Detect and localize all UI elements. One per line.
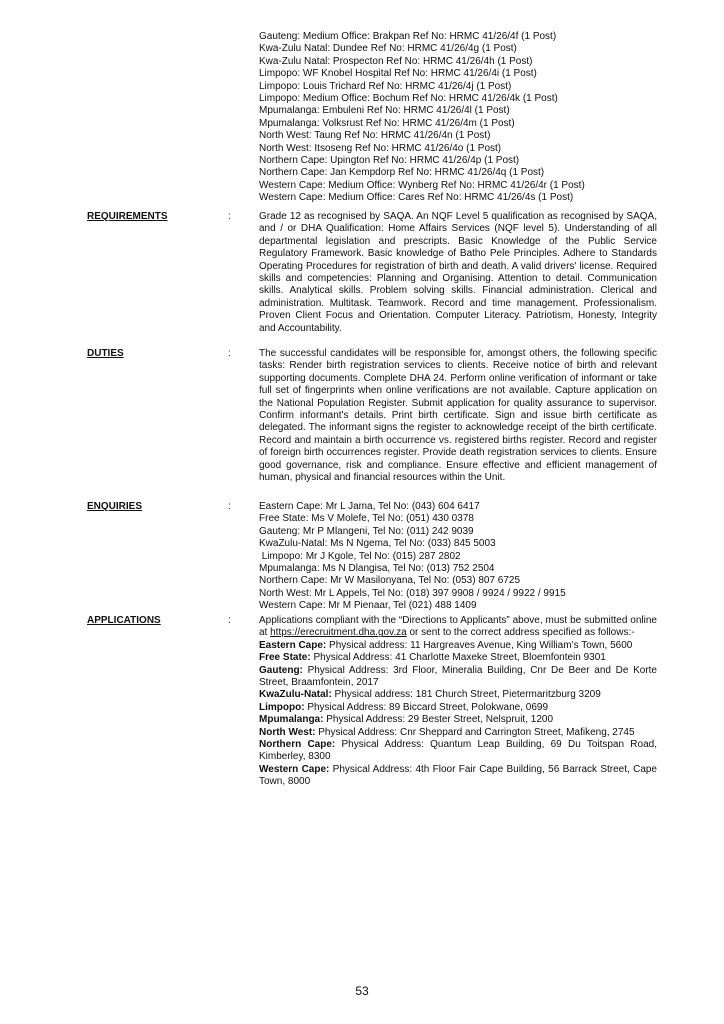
province-name: Northern Cape: xyxy=(259,739,336,751)
province-name: Mpumalanga: xyxy=(259,714,324,726)
enquiry-line: Northern Cape: Mr W Masilonyana, Tel No: (053) 807 6725 xyxy=(259,575,521,587)
address-text: Physical Address: 3rd Floor, Mineralia Building, Cnr De Beer and De Korte Street, Braamfontein, 2017 xyxy=(259,664,657,689)
address-text: Physical Address: Quantum Leap Building, 69 Du Toitspan Road, Kimberley, 8300 xyxy=(259,739,657,763)
enquiries-label: ENQUIRIES xyxy=(87,501,143,512)
address-western-cape xyxy=(259,764,657,789)
enquiry-line: Eastern Cape: Mr L Jama, Tel No: (043) 604 6417 xyxy=(259,501,480,512)
address-text: Physical Address: 41 Charlotte Maxeke Street, Bloemfontein 9301 xyxy=(310,652,606,664)
office-item: Limpopo: Louis Trichard Ref No: HRMC 41/26/4j (1 Post) xyxy=(259,80,512,92)
office-item: North West: Taung Ref No: HRMC 41/26/4n (1 Post) xyxy=(259,130,491,142)
duties-colon: : xyxy=(228,348,231,359)
office-item: Kwa-Zulu Natal: Prospecton Ref No: HRMC 41/26/4h (1 Post) xyxy=(259,55,533,67)
applications-intro-tail: or sent to the correct address specified as follows:- xyxy=(406,627,635,639)
applications-intro-text: Applications compliant with the “Directions to Applicants” above, must be submitted online at xyxy=(259,615,657,639)
address-text: Physical address: 11 Hargreaves Avenue, King William’s Town, 5600 xyxy=(326,639,633,651)
office-item: Western Cape: Medium Office: Cares Ref No: HRMC 41/26/4s (1 Post) xyxy=(259,192,574,204)
office-item: Mpumalanga: Embuleni Ref No: HRMC 41/26/4l (1 Post) xyxy=(259,105,510,117)
enquiries-colon: : xyxy=(228,501,231,512)
address-gauteng xyxy=(259,665,657,690)
address-eastern-cape xyxy=(259,640,657,652)
address-text: Physical address: 181 Church Street, Pietermaritzburg 3209 xyxy=(331,689,601,701)
office-item: Northern Cape: Jan Kempdorp Ref No: HRMC 41/26/4q (1 Post) xyxy=(259,167,545,179)
province-name: Free State: xyxy=(259,652,311,664)
province-name: Western Cape: xyxy=(259,763,330,775)
requirements-label: REQUIREMENTS xyxy=(87,211,168,222)
address-kwazulu-natal xyxy=(259,689,657,701)
address-northern-cape xyxy=(259,739,657,764)
office-item: Mpumalanga: Volksrust Ref No: HRMC 41/26/4m (1 Post) xyxy=(259,117,515,129)
applications-colon: : xyxy=(228,615,231,626)
address-text: Physical Address: Cnr Sheppard and Carrington Street, Mafikeng, 2745 xyxy=(315,726,635,738)
enquiry-line: Free State: Ms V Molefe, Tel No: (051) 430 0378 xyxy=(259,513,474,525)
enquiry-line: Gauteng: Mr P Mlangeni, Tel No: (011) 242 9039 xyxy=(259,525,474,537)
province-name: Limpopo: xyxy=(259,701,305,713)
office-item: Limpopo: WF Knobel Hospital Ref No: HRMC 41/26/4i (1 Post) xyxy=(259,68,537,80)
erecruitment-link[interactable]: https://erecruitment.dha.gov.za xyxy=(270,627,407,639)
address-text: Physical Address: 4th Floor Fair Cape Building, 56 Barrack Street, Cape Town, 8000 xyxy=(259,763,657,788)
requirements-colon: : xyxy=(228,211,231,222)
office-item: North West: Itsoseng Ref No: HRMC 41/26/4o (1 Post) xyxy=(259,142,502,154)
office-item: Western Cape: Medium Office: Wynberg Ref No: HRMC 41/26/4r (1 Post) xyxy=(259,179,585,191)
province-name: Eastern Cape: xyxy=(259,639,327,651)
page-number: 53 xyxy=(355,984,369,998)
office-item: Kwa-Zulu Natal: Dundee Ref No: HRMC 41/26/4g (1 Post) xyxy=(259,43,517,55)
address-limpopo xyxy=(259,702,657,714)
enquiry-line: KwaZulu-Natal: Ms N Ngema, Tel No: (033) 845 5003 xyxy=(259,538,496,550)
province-name: Gauteng: xyxy=(259,664,303,676)
duties-text: The successful candidates will be responsible for, amongst others, the following specific tasks: Render birth registration services to clients. Receive notice of birth and relevant supporting documents. Complete DHA 24. Perform online verification of informant or take full set of fingerprints when online verifications are not available. Capture application on the National Population Register. Submit application for quality assurance to supervisor. Confirm informant's details. Print birth certificate. Sign and issue birth certificate as delegated. The informant signs the register to acknowledge receipt of the birth certificate. Record and maintain a birth occurrence vs. registered births register. Record and register of foreign birth occurrences register. Provide death registration services to clients. Ensure good governance, risk and compliance. Ensure effective and efficient management of human, physical and financial resources within the Unit. xyxy=(259,348,657,484)
address-text: Physical Address: 29 Bester Street, Nelspruit, 1200 xyxy=(323,714,554,726)
enquiries-list xyxy=(259,501,657,613)
province-name: North West: xyxy=(259,726,316,738)
address-north-west xyxy=(259,727,657,739)
duties-label: DUTIES xyxy=(87,348,124,359)
enquiry-line: Mpumalanga: Ms N Dlangisa, Tel No: (013) 752 2504 xyxy=(259,563,495,575)
province-name: KwaZulu-Natal: xyxy=(259,689,332,701)
address-free-state xyxy=(259,652,657,664)
enquiry-line: North West: Mr L Appels, Tel No: (018) 397 9908 / 9924 / 9922 / 9915 xyxy=(259,587,566,599)
applications-intro xyxy=(259,615,657,640)
applications-label: APPLICATIONS xyxy=(87,615,161,626)
requirements-text: Grade 12 as recognised by SAQA. An NQF Level 5 qualification as recognised by SAQA, and / or DHA Qualification: Home Affairs Services (NQF level 5). Understanding of all departmental legislation and prescripts. Basic Knowledge of the Public Service Regulatory Framework. Basic knowledge of Batho Pele Principles. Adhere to Standards Operating Procedures for registration of birth and death. A valid drivers' license. Required skills and competencies: Planning and Organising. Attention to detail. Communication skills. Analytical skills. Problem solving skills. Financial administration. Clerical and administration. Multitask. Teamwork. Record and time management. Professionalism. Proven Client Focus and Orientation. Computer Literacy. Patriotism, Honesty, Integrity and Accountability. xyxy=(259,211,657,334)
office-item: Gauteng: Medium Office: Brakpan Ref No: HRMC 41/26/4f (1 Post) xyxy=(259,31,557,42)
address-text: Physical Address: 89 Biccard Street, Polokwane, 0699 xyxy=(304,701,549,713)
applications-body xyxy=(259,615,657,789)
office-item: Northern Cape: Upington Ref No: HRMC 41/26/4p (1 Post) xyxy=(259,155,520,167)
office-list xyxy=(259,31,657,205)
address-mpumalanga xyxy=(259,714,657,726)
enquiry-line: Western Cape: Mr M Pienaar, Tel (021) 488 1409 xyxy=(259,600,477,612)
enquiry-line: Limpopo: Mr J Kgole, Tel No: (015) 287 2802 xyxy=(259,550,461,562)
office-item: Limpopo: Medium Office: Bochum Ref No: HRMC 41/26/4k (1 Post) xyxy=(259,93,558,105)
